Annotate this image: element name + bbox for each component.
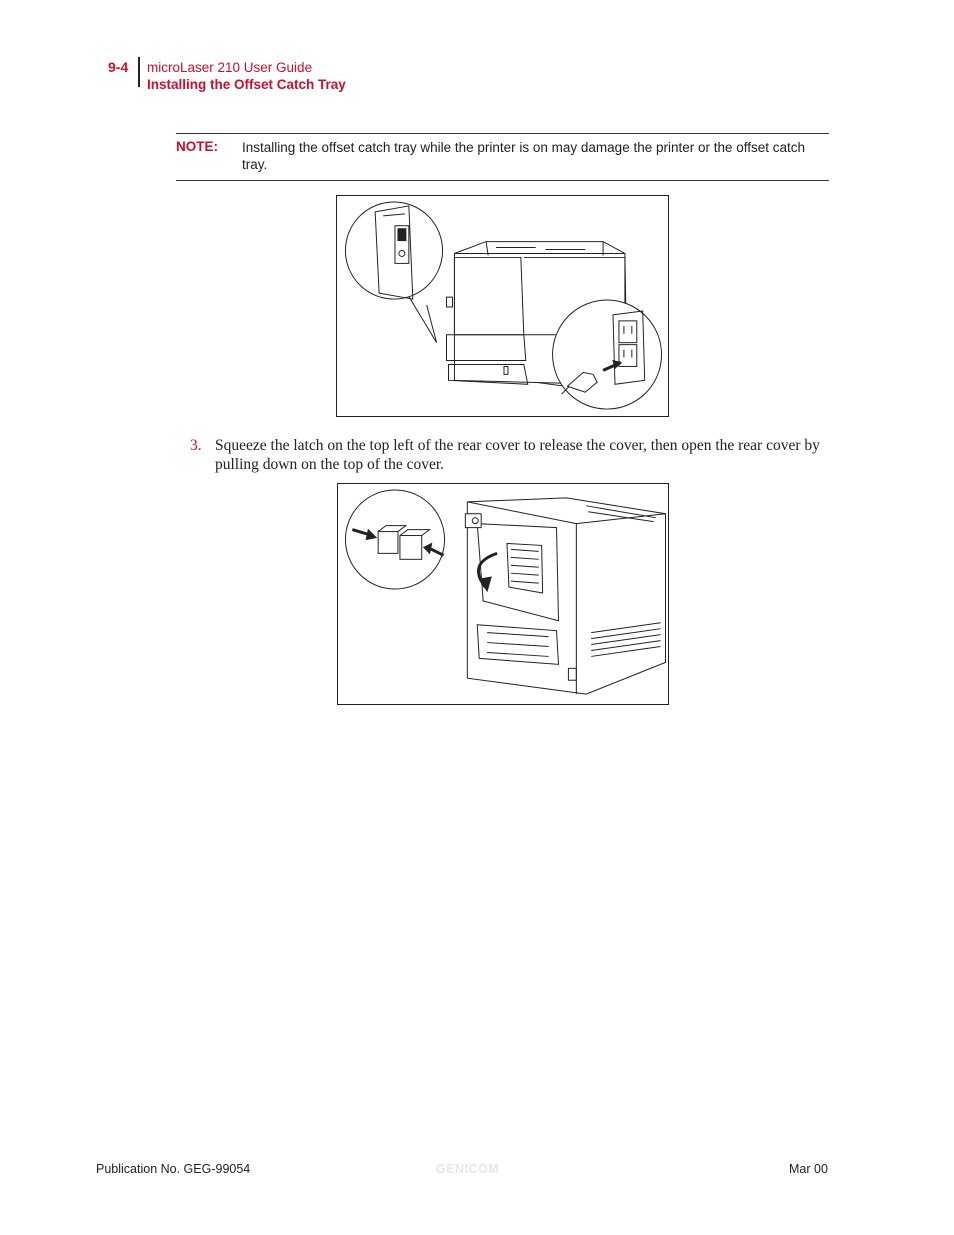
figure-open-rear-cover bbox=[337, 483, 669, 705]
figure-power-off-unplug bbox=[336, 195, 669, 417]
note-box bbox=[176, 133, 829, 181]
rear-cover-illustration bbox=[338, 484, 668, 704]
publication-number: Publication No. GEG-99054 bbox=[96, 1162, 251, 1176]
page-number: 9-4 bbox=[108, 59, 129, 75]
header-divider bbox=[138, 57, 140, 87]
step-number: 3. bbox=[190, 437, 202, 454]
step-text: Squeeze the latch on the top left of the rear cover to release the cover, then open the rear cover by pulling down on the top of the cover. bbox=[215, 437, 820, 473]
publication-date: Mar 00 bbox=[789, 1162, 828, 1176]
guide-title: microLaser 210 User Guide bbox=[147, 60, 313, 75]
brand-watermark: GENICOM bbox=[436, 1162, 500, 1176]
section-title: Installing the Offset Catch Tray bbox=[147, 77, 346, 92]
printer-power-illustration bbox=[337, 196, 668, 416]
page-header bbox=[0, 57, 954, 97]
note-label: NOTE: bbox=[176, 139, 218, 154]
page-footer bbox=[0, 1162, 954, 1182]
note-text: Installing the offset catch tray while the printer is on may damage the printer or the offset catch tray. bbox=[242, 140, 806, 172]
